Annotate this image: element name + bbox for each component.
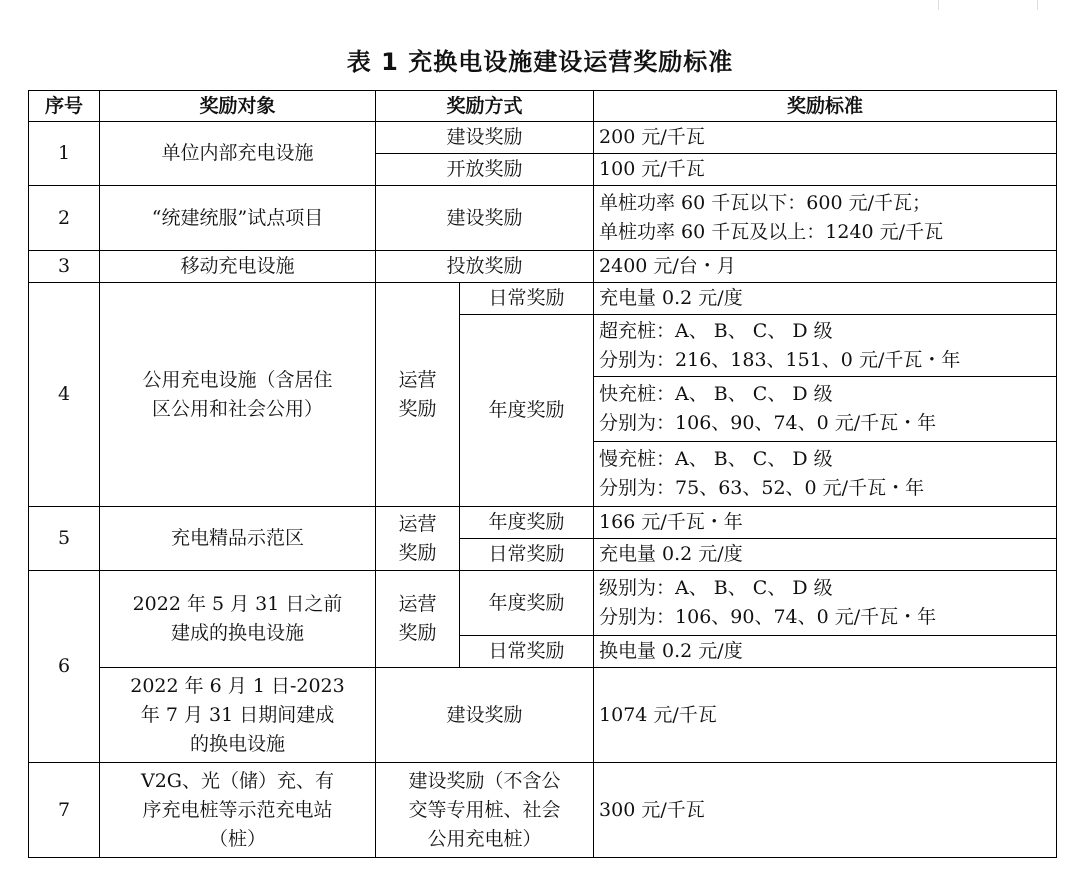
- reward-method: 投放奖励: [376, 251, 594, 283]
- target-line: 2022 年 6 月 1 日-2023: [130, 674, 345, 697]
- header-standard: 奖励标准: [594, 91, 1057, 122]
- row-number: 2: [29, 186, 100, 251]
- row-number: 4: [29, 283, 100, 507]
- target-line: 区公用和社会公用）: [151, 397, 323, 420]
- header-method: 奖励方式: [376, 91, 594, 122]
- reward-method-sub: 日常奖励: [460, 283, 594, 315]
- header-target: 奖励对象: [100, 91, 376, 122]
- target-line: 年 7 月 31 日期间建成: [140, 703, 335, 726]
- method-line: 运营: [398, 368, 437, 391]
- standard-line: 单桩功率 60 千瓦及以上：1240 元/千瓦: [599, 221, 944, 243]
- standard-line: 慢充桩：A、 B、 C、 D 级: [599, 448, 833, 470]
- reward-standard: 充电量 0.2 元/度: [594, 539, 1057, 571]
- standard-line: 单桩功率 60 千瓦以下：600 元/千瓦；: [599, 192, 931, 214]
- reward-standard: 换电量 0.2 元/度: [594, 636, 1057, 668]
- table-row: [29, 668, 1057, 763]
- table-title: 表 1 充换电设施建设运营奖励标准: [346, 48, 734, 76]
- reward-target: “统建统服”试点项目: [100, 186, 376, 251]
- reward-standard: 充电量 0.2 元/度: [594, 283, 1057, 315]
- reward-target: 移动充电设施: [100, 251, 376, 283]
- method-line: 交等专用桩、社会: [408, 798, 561, 821]
- reward-standard: [594, 186, 1057, 251]
- standard-line: 快充桩：A、 B、 C、 D 级: [599, 383, 833, 405]
- row-number: 5: [29, 507, 100, 571]
- target-line: 序充电桩等示范充电站: [142, 798, 333, 821]
- target-line: 2022 年 5 月 31 日之前: [132, 593, 343, 615]
- target-line: 建成的换电设施: [170, 622, 304, 644]
- row-number: 3: [29, 251, 100, 283]
- target-line: 的换电设施: [189, 732, 285, 755]
- reward-method-sub: 日常奖励: [460, 636, 594, 668]
- reward-method-sub: 日常奖励: [460, 539, 594, 571]
- standard-line: 级别为：A、 B、 C、 D 级: [599, 577, 833, 599]
- method-line: 运营: [398, 512, 437, 535]
- reward-method: 建设奖励: [376, 186, 594, 251]
- reward-standard: 1074 元/千瓦: [594, 668, 1057, 763]
- reward-standard: 300 元/千瓦: [594, 763, 1057, 858]
- target-line: （桩）: [208, 827, 266, 850]
- reward-method-main: [376, 283, 460, 507]
- reward-target: 单位内部充电设施: [100, 122, 376, 186]
- reward-target: [100, 283, 376, 507]
- row-number: 7: [29, 763, 100, 858]
- method-line: 奖励: [398, 622, 437, 644]
- header-no: 序号: [29, 91, 100, 122]
- reward-method: 开放奖励: [376, 154, 594, 186]
- method-line: 建设奖励（不含公: [408, 769, 561, 792]
- method-line: 奖励: [398, 397, 437, 420]
- reward-standard: [594, 377, 1057, 442]
- table-row: [29, 122, 1057, 154]
- reward-method-sub: 年度奖励: [460, 571, 594, 636]
- reward-method: 建设奖励: [376, 122, 594, 154]
- target-line: V2G、光（储）充、有: [141, 769, 334, 792]
- method-line: 公用充电桩）: [427, 827, 542, 850]
- table-row: [29, 507, 1057, 539]
- header-row: [29, 91, 1057, 122]
- reward-method-sub: 年度奖励: [460, 507, 594, 539]
- reward-standards-table: [28, 90, 1057, 858]
- reward-method: [376, 763, 594, 858]
- method-line: 运营: [398, 593, 437, 615]
- reward-method: 建设奖励: [376, 668, 594, 763]
- standard-line: 分别为：216、183、151、0 元/千瓦・年: [599, 348, 961, 371]
- reward-standard: 2400 元/台・月: [594, 251, 1057, 283]
- standard-line: 超充桩：A、 B、 C、 D 级: [599, 319, 833, 342]
- method-line: 奖励: [398, 541, 437, 564]
- table-row: [29, 571, 1057, 636]
- table-row: [29, 251, 1057, 283]
- reward-standard: 200 元/千瓦: [594, 122, 1057, 154]
- row-number: 6: [29, 571, 100, 763]
- standard-line: 分别为：75、63、52、0 元/千瓦・年: [599, 477, 925, 499]
- reward-target: [100, 571, 376, 668]
- reward-method-sub: 年度奖励: [460, 315, 594, 507]
- reward-method-main: [376, 507, 460, 571]
- reward-method-main: [376, 571, 460, 668]
- row-number: 1: [29, 122, 100, 186]
- reward-standard: [594, 571, 1057, 636]
- standard-line: 分别为：106、90、74、0 元/千瓦・年: [599, 606, 937, 628]
- reward-target: [100, 668, 376, 763]
- table-row: [29, 283, 1057, 315]
- table-row: [29, 763, 1057, 858]
- reward-target: 充电精品示范区: [100, 507, 376, 571]
- reward-standard: [594, 442, 1057, 507]
- target-line: 公用充电设施（含居住: [142, 368, 333, 391]
- page-corner-mark: [938, 0, 1038, 10]
- table-row: [29, 186, 1057, 251]
- reward-standard: 100 元/千瓦: [594, 154, 1057, 186]
- reward-standard: 166 元/千瓦・年: [594, 507, 1057, 539]
- reward-standard: [594, 315, 1057, 377]
- reward-target: [100, 763, 376, 858]
- standard-line: 分别为：106、90、74、0 元/千瓦・年: [599, 412, 937, 434]
